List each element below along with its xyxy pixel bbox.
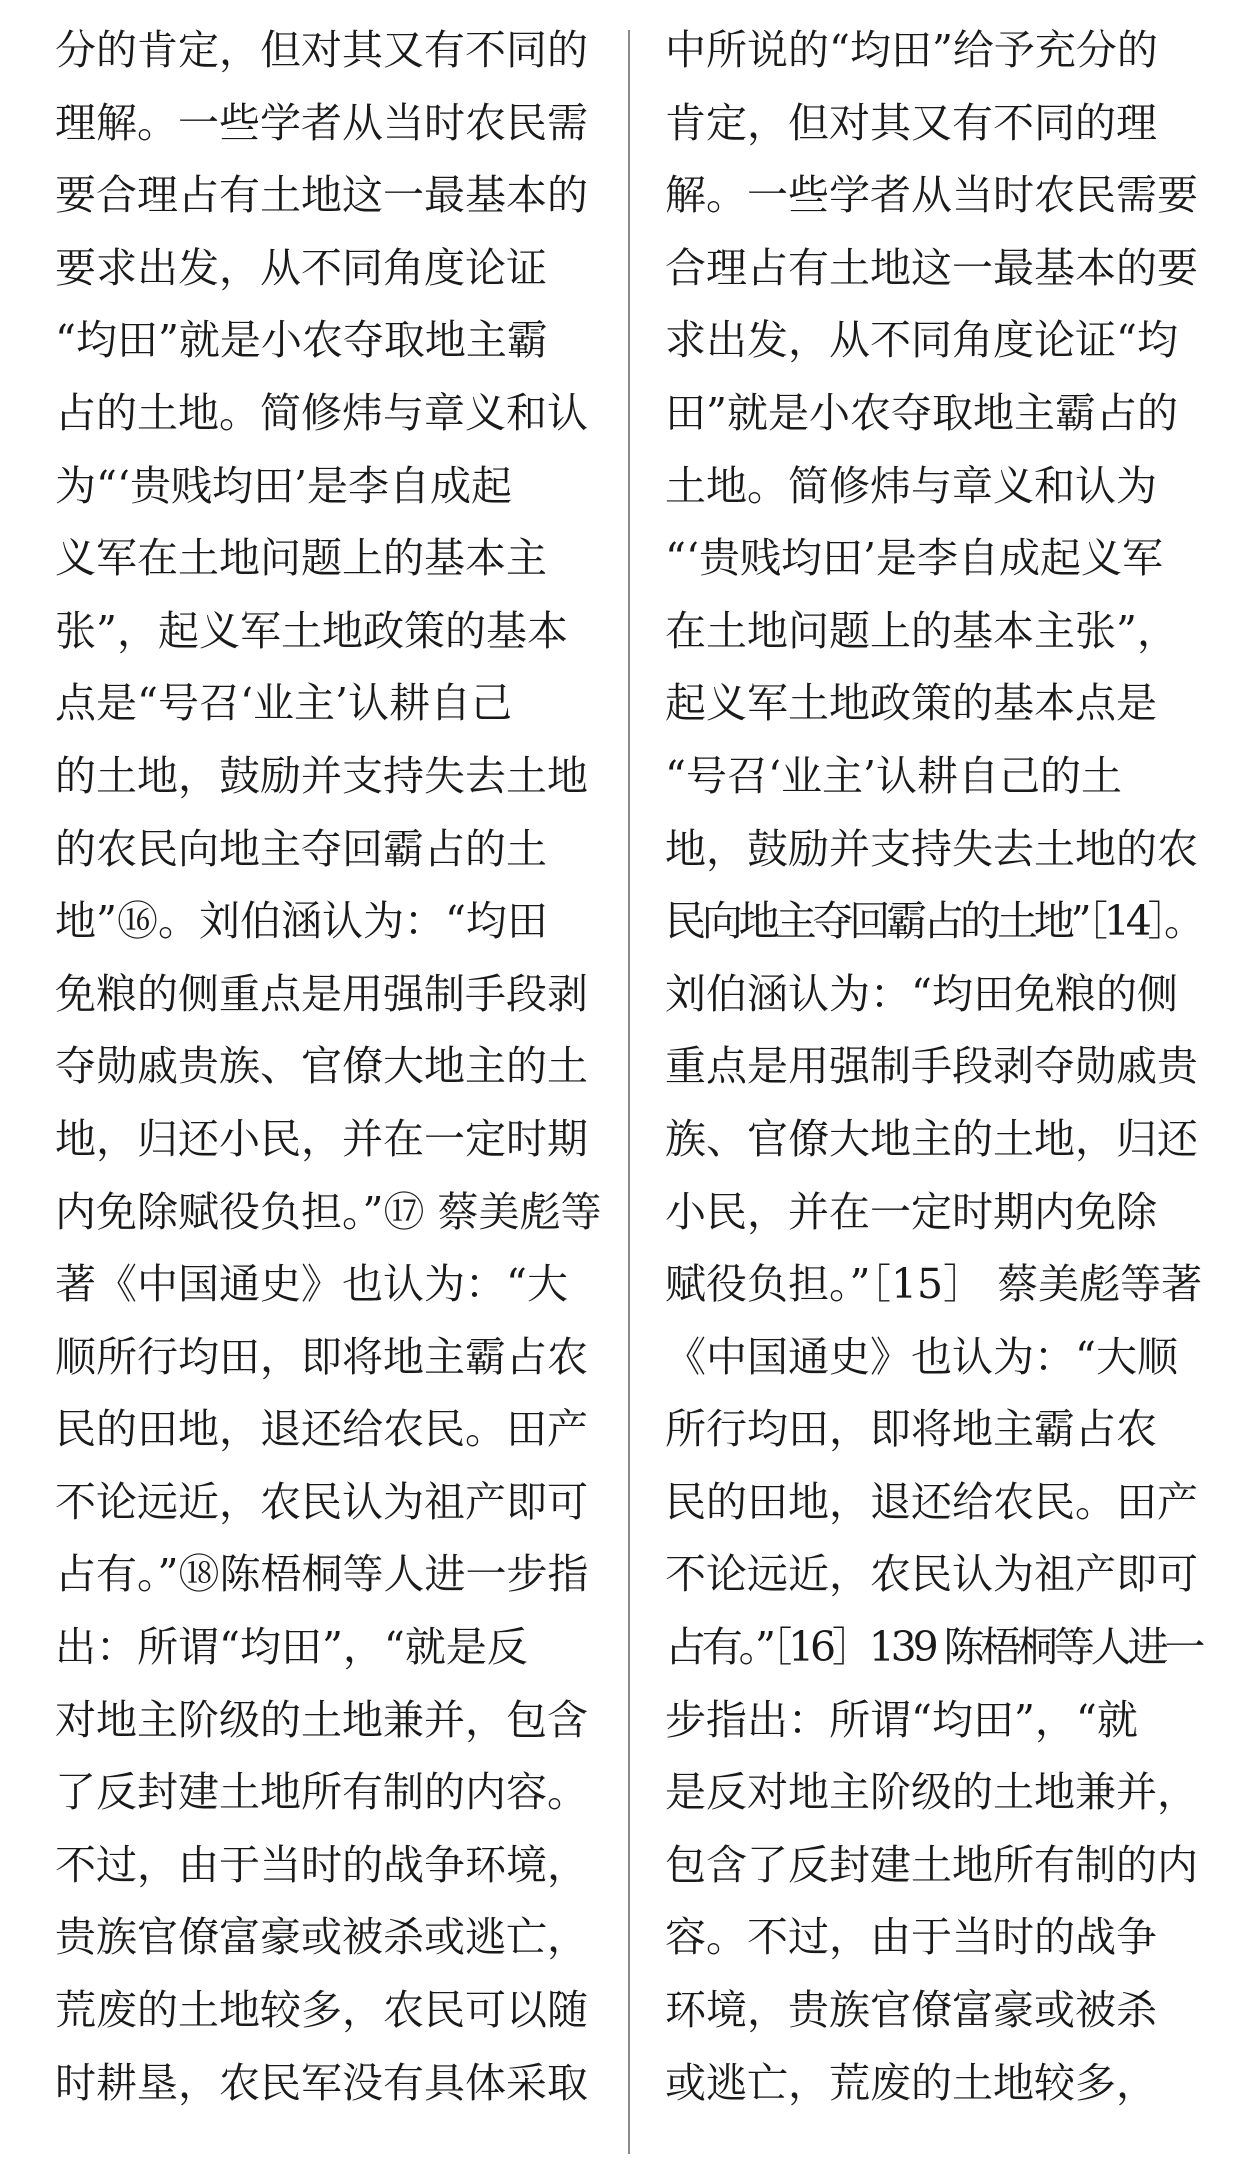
text-line: 在土地问题上的基本主张”，	[665, 606, 1178, 655]
text-line: 占有。”［16］139 陈梧桐等人进一	[665, 1623, 1202, 1672]
text-line: 所行均田，即将地主霸占农	[665, 1405, 1157, 1454]
text-line: 对地主阶级的土地兼并，包含	[55, 1695, 588, 1744]
text-line: 包含了反封建土地所有制的内	[665, 1840, 1198, 1889]
text-line: 点是“号召‘业主’认耕自己	[55, 679, 513, 728]
text-line: 理解。一些学者从当时农民需	[55, 98, 588, 147]
text-line: 民向地主夺回霸占的土地”［14］。	[665, 897, 1201, 946]
text-line: 解。一些学者从当时农民需要	[665, 171, 1198, 220]
text-line: 张”，起义军土地政策的基本	[55, 606, 568, 655]
text-line: 要求出发，从不同角度论证	[55, 243, 547, 292]
left-text-column	[55, 14, 610, 2119]
text-line: 土地。简修炜与章义和认为	[665, 461, 1157, 510]
text-line: 夺勋戚贵族、官僚大地主的土	[55, 1042, 588, 1091]
text-line: 合理占有土地这一最基本的要	[665, 243, 1198, 292]
text-line: 的农民向地主夺回霸占的土	[55, 824, 547, 873]
text-line: 刘伯涵认为：“均田免粮的侧	[665, 969, 1178, 1018]
text-line: 地”⑯。刘伯涵认为：“均田	[55, 897, 548, 946]
text-line: 著《中国通史》也认为：“大	[55, 1260, 568, 1309]
text-line: 贵族官僚富豪或被杀或逃亡，	[55, 1913, 588, 1962]
text-line: 占的土地。简修炜与章义和认	[55, 388, 588, 437]
text-line: 义军在土地问题上的基本主	[55, 534, 547, 583]
text-line: 荒废的土地较多，农民可以随	[55, 1986, 588, 2035]
text-line: “号召‘业主’认耕自己的土	[665, 751, 1123, 800]
text-line: 为“‘贵贱均田’是李自成起	[55, 461, 513, 510]
text-line: 容。不过，由于当时的战争	[665, 1913, 1157, 1962]
column-divider	[628, 30, 630, 2154]
text-line: 不论远近，农民认为祖产即可	[665, 1550, 1198, 1599]
text-line: 《中国通史》也认为：“大顺	[665, 1332, 1178, 1381]
text-line: 不论远近，农民认为祖产即可	[55, 1477, 588, 1526]
text-line: “‘贵贱均田’是李自成起义军	[665, 534, 1164, 583]
right-text-column	[665, 14, 1205, 2119]
text-line: 出：所谓“均田”，“就是反	[55, 1623, 528, 1672]
text-line: 地，鼓励并支持失去土地的农	[665, 824, 1198, 873]
text-line: 民的田地，退还给农民。田产	[665, 1477, 1198, 1526]
text-line: 起义军土地政策的基本点是	[665, 679, 1157, 728]
text-line: “均田”就是小农夺取地主霸	[55, 316, 548, 365]
text-line: 占有。”⑱陈梧桐等人进一步指	[55, 1550, 589, 1599]
text-line: 时耕垦，农民军没有具体采取	[55, 2058, 588, 2107]
text-line: 重点是用强制手段剥夺勋戚贵	[665, 1042, 1198, 1091]
text-line: 地，归还小民，并在一定时期	[55, 1114, 588, 1163]
text-line: 是反对地主阶级的土地兼并，	[665, 1768, 1198, 1817]
text-line: 分的肯定，但对其又有不同的	[55, 26, 588, 74]
text-line: 了反封建土地所有制的内容。	[55, 1768, 588, 1817]
text-line: 求出发，从不同角度论证“均	[665, 316, 1178, 365]
text-line: 肯定，但对其又有不同的理	[665, 98, 1157, 147]
text-line: 步指出：所谓“均田”，“就	[665, 1695, 1138, 1744]
text-line: 族、官僚大地主的土地，归还	[665, 1114, 1198, 1163]
text-line: 的土地，鼓励并支持失去土地	[55, 751, 588, 800]
text-line: 或逃亡，荒废的土地较多，	[665, 2058, 1157, 2107]
text-line: 内免除赋役负担。”⑰ 蔡美彪等	[55, 1187, 602, 1236]
text-line: 小民，并在一定时期内免除	[665, 1187, 1157, 1236]
text-line: 赋役负担。”［15］ 蔡美彪等著	[665, 1260, 1203, 1309]
text-line: 中所说的“均田”给予充分的	[665, 26, 1158, 74]
text-line: 顺所行均田，即将地主霸占农	[55, 1332, 588, 1381]
text-line: 免粮的侧重点是用强制手段剥	[55, 969, 588, 1018]
text-line: 不过，由于当时的战争环境，	[55, 1840, 588, 1889]
text-line: 要合理占有土地这一最基本的	[55, 171, 588, 220]
text-line: 民的田地，退还给农民。田产	[55, 1405, 588, 1454]
text-line: 田”就是小农夺取地主霸占的	[665, 388, 1178, 437]
text-line: 环境，贵族官僚富豪或被杀	[665, 1986, 1157, 2035]
